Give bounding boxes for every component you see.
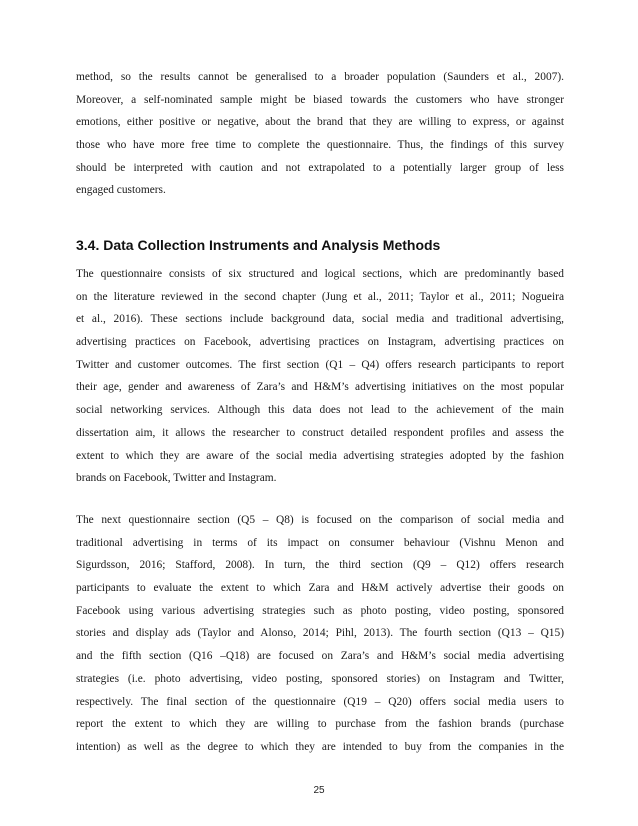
text-line: their age, gender and awareness of Zara’s and H&M’s advertising initiatives on the most popular [76, 381, 564, 394]
text-line: strategies (i.e. photo advertising, video posting, sponsored stories) on Instagram and Twitter, [76, 672, 564, 685]
text-line: Moreover, a self-nominated sample might be biased towards the customers who have stronger [76, 93, 564, 106]
text-line: brands on Facebook, Twitter and Instagram. [76, 472, 277, 485]
text-line: intention) as well as the degree to which they are intended to buy from the companies in the [76, 740, 564, 753]
text-line: extent to which they are aware of the social media advertising strategies adopted by the fashion [76, 449, 564, 462]
text-line: and the fifth section (Q16 –Q18) are focused on Zara’s and H&M’s social media advertising [76, 650, 564, 663]
text-line: participants to evaluate the extent to which Zara and H&M actively advertise their goods on [76, 582, 564, 595]
text-line: advertising practices on Facebook, advertising practices on Instagram, advertising practices on [76, 336, 564, 349]
text-line: Facebook using various advertising strategies such as photo posting, video posting, sponsored [76, 604, 564, 617]
text-line: on the literature reviewed in the second chapter (Jung et al., 2011; Taylor et al., 2011; Nogueira [76, 290, 564, 303]
text-line: emotions, either positive or negative, about the brand that they are willing to express, or against [76, 116, 564, 129]
paragraph-limitations [76, 66, 564, 202]
page-number: 25 [313, 785, 325, 796]
text-line: traditional advertising in terms of its impact on consumer behaviour (Vishnu Menon and [76, 536, 564, 549]
text-line: et al., 2016). These sections include background data, social media and traditional advertising, [76, 313, 564, 326]
text-line: The next questionnaire section (Q5 – Q8) is focused on the comparison of social media and [76, 514, 564, 526]
text-line: respectively. The final section of the questionnaire (Q19 – Q20) offers social media users to [76, 695, 564, 708]
text-line: report the extent to which they are willing to purchase from the fashion brands (purchase [76, 718, 564, 731]
section-heading: 3.4. Data Collection Instruments and Analysis Methods [76, 237, 441, 253]
text-line: engaged customers. [76, 184, 166, 197]
text-line: those who have more free time to complete the questionnaire. Thus, the findings of this survey [76, 139, 564, 152]
text-line: social networking services. Although this data does not lead to the achievement of the main [76, 404, 564, 417]
paragraph-questionnaire-structure [76, 263, 564, 490]
paragraph-next-sections [76, 509, 564, 759]
text-line: Twitter and customer outcomes. The first section (Q1 – Q4) offers research participants to report [76, 358, 564, 371]
text-line: dissertation aim, it allows the researcher to construct detailed respondent profiles and assess the [76, 426, 564, 439]
text-line: should be interpreted with caution and not extrapolated to a potentially larger group of less [76, 161, 564, 174]
text-line: Sigurdsson, 2016; Stafford, 2008). In turn, the third section (Q9 – Q12) offers research [76, 559, 564, 572]
text-line: stories and display ads (Taylor and Alonso, 2014; Pihl, 2013). The fourth section (Q13 – Q15) [76, 627, 564, 640]
text-line: The questionnaire consists of six structured and logical sections, which are predominantly based [76, 268, 564, 280]
text-line: method, so the results cannot be generalised to a broader population (Saunders et al., 2007). [76, 71, 564, 83]
